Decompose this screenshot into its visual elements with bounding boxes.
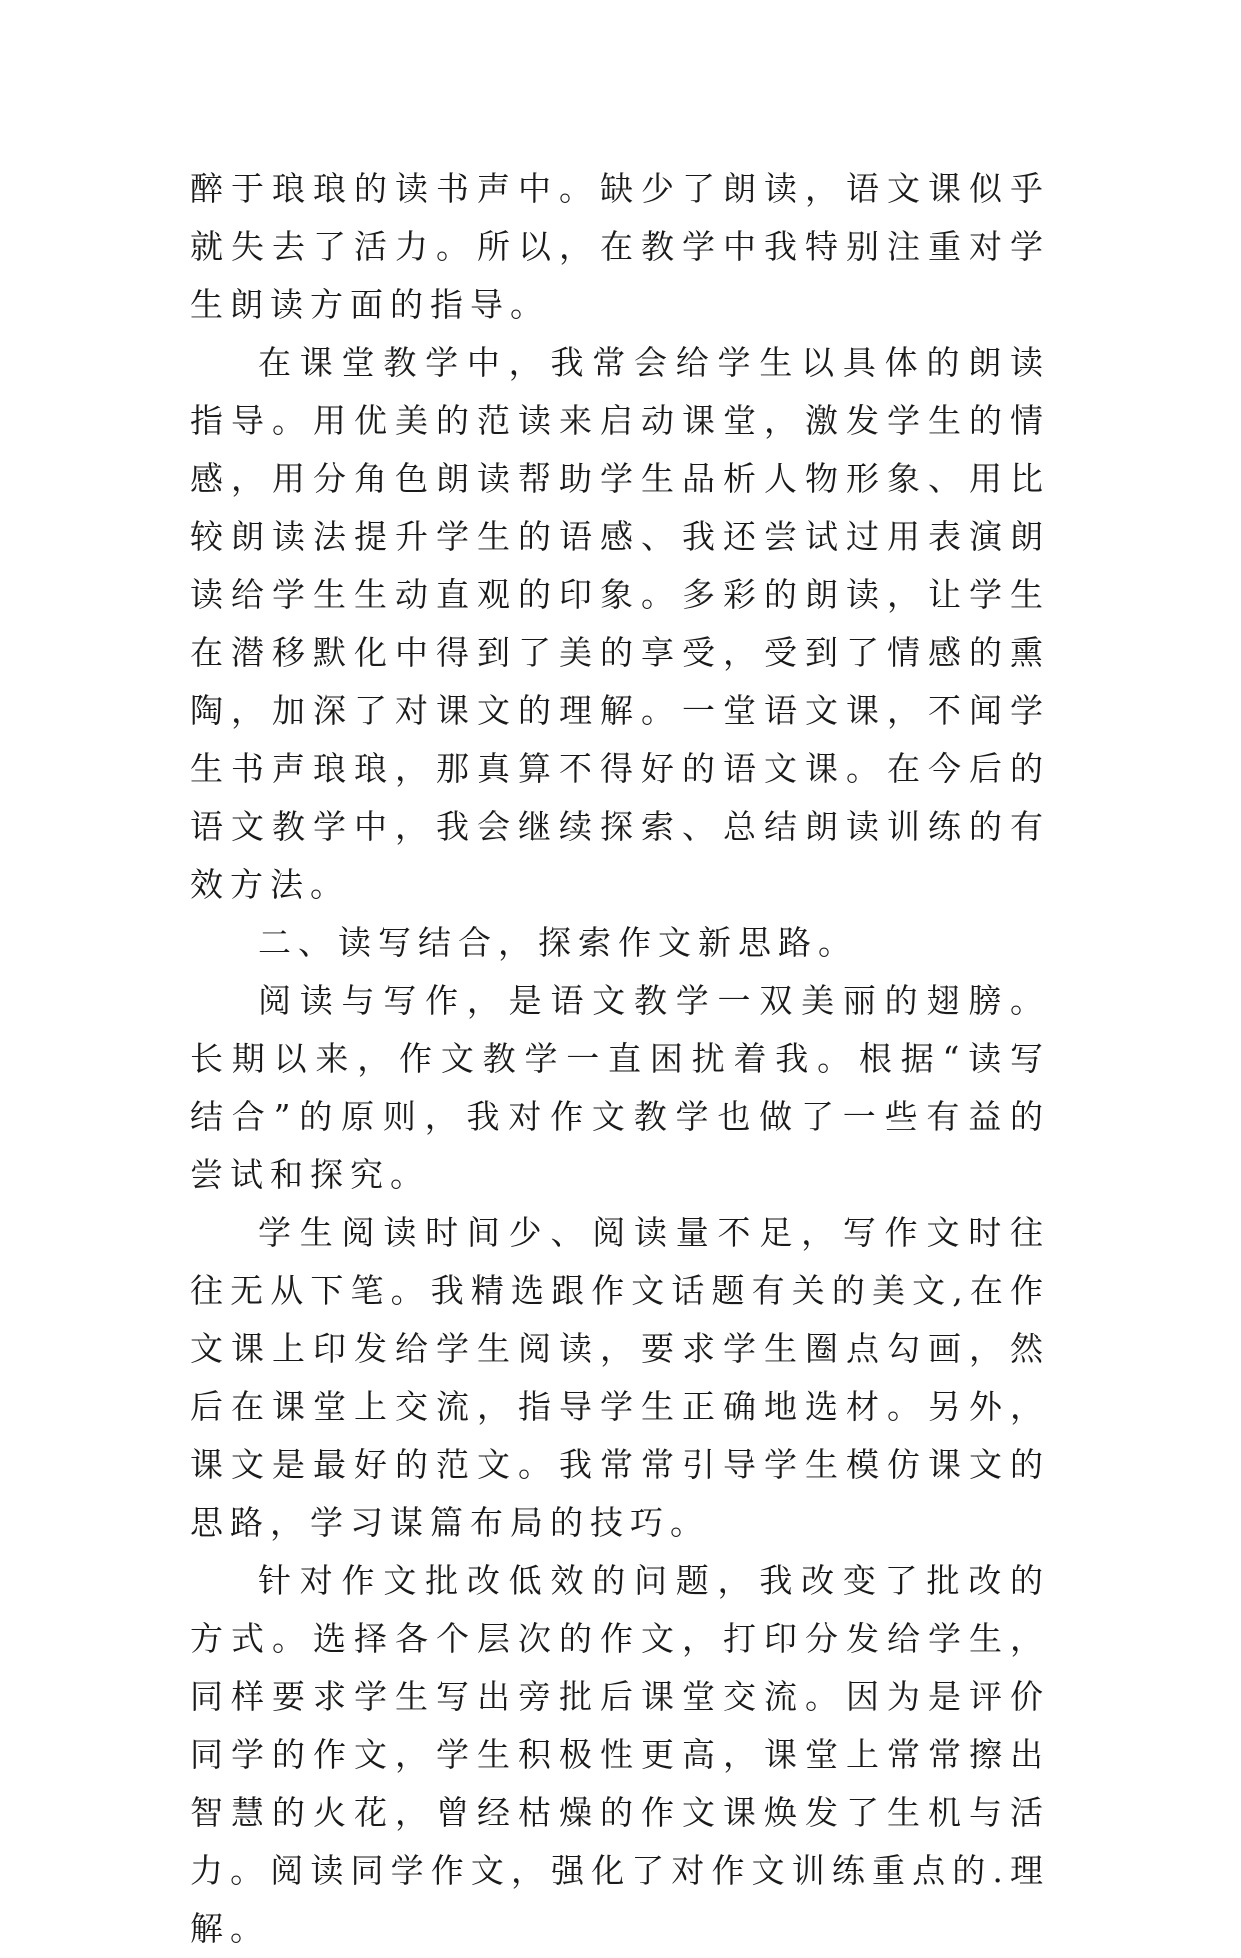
paragraph-4: 学生阅读时间少、阅读量不足，写作文时往往无从下笔。我精选跟作文话题有关的美文,在作文课上印发给学生阅读，要求学生圈点勾画，然后在课堂上交流，指导学生正确地选材。另外，课文是最好的范文。我常常引导学生模仿课文的思路，学习谋篇布局的技巧。: [190, 1213, 1050, 1542]
paragraph-2: 在课堂教学中，我常会给学生以具体的朗读指导。用优美的范读来启动课堂，激发学生的情感，用分角色朗读帮助学生品析人物形象、用比较朗读法提升学生的语感、我还尝试过用表演朗读给学生生动直观的印象。多彩的朗读，让学生在潜移默化中得到了美的享受，受到了情感的熏陶，加深了对课文的理解。一堂语文课，不闻学生书声琅琅，那真算不得好的语文课。在今后的语文教学中，我会继续探索、总结朗读训练的有效方法。: [190, 343, 1050, 904]
paragraph-5: 针对作文批改低效的问题，我改变了批改的方式。选择各个层次的作文，打印分发给学生，同样要求学生写出旁批后课堂交流。因为是评价同学的作文，学生积极性更高，课堂上常常擦出智慧的火花，曾经枯燥的作文课焕发了生机与活力。阅读同学作文，强化了对作文训练重点的.理解。: [190, 1561, 1050, 1948]
paragraph-3: 阅读与写作，是语文教学一双美丽的翅膀。长期以来，作文教学一直困扰着我。根据“读写结合”的原则，我对作文教学也做了一些有益的尝试和探究。: [190, 981, 1050, 1194]
section-heading: 二、读写结合，探索作文新思路。: [258, 923, 858, 962]
paragraph-1: 醉于琅琅的读书声中。缺少了朗读，语文课似乎就失去了活力。所以，在教学中我特别注重对学生朗读方面的指导。: [190, 169, 1050, 324]
document-body: [190, 160, 1050, 1958]
